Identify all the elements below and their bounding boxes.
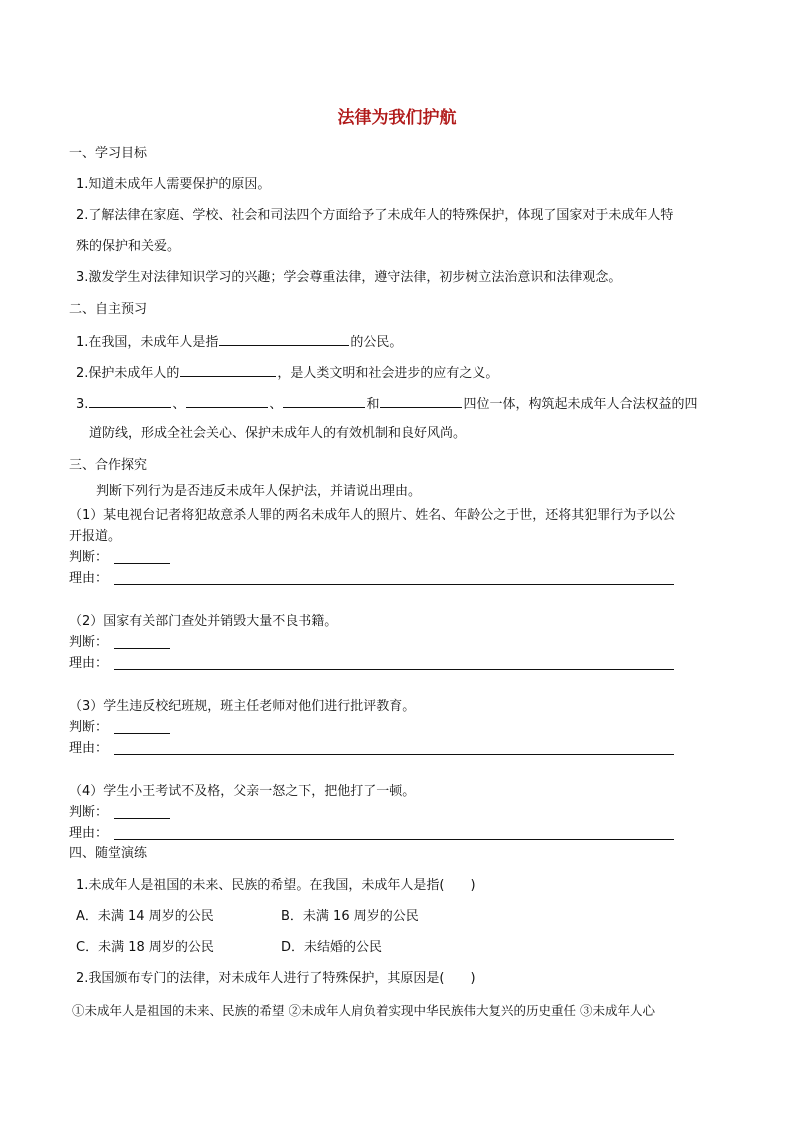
case-4-judge-blank[interactable]	[114, 818, 170, 819]
case-3-reason-blank[interactable]	[114, 754, 674, 755]
preview-q3-sep-2: 、	[269, 397, 283, 412]
practice-q2: 2.我国颁布专门的法律，对未成年人进行了特殊保护，其原因是( )	[76, 971, 476, 986]
case-1-judge-label: 判断：	[69, 550, 109, 565]
practice-q1-option-a[interactable]: A．未满 14 周岁的公民	[76, 909, 214, 924]
case-4-reason-label: 理由：	[69, 826, 109, 841]
preview-q3-text-a: 3.	[76, 397, 89, 412]
case-4-judge-label: 判断：	[69, 805, 109, 820]
case-2-reason-blank[interactable]	[114, 669, 674, 670]
preview-q2	[76, 363, 498, 383]
practice-q1: 1.未成年人是祖国的未来、民族的希望。在我国，未成年人是指( )	[76, 878, 476, 893]
case-3-reason-label: 理由：	[69, 741, 109, 756]
case-3-text: （3）学生违反校纪班规，班主任老师对他们进行批评教育。	[69, 699, 416, 714]
case-3-judge-label: 判断：	[69, 720, 109, 735]
case-2-judge-blank[interactable]	[114, 648, 170, 649]
preview-q1	[76, 332, 402, 352]
preview-q3-blank-2[interactable]	[186, 394, 268, 408]
preview-q3-and: 和	[366, 397, 380, 412]
preview-q3-blank-4[interactable]	[380, 394, 462, 408]
section-heading-preview: 二、自主预习	[69, 302, 148, 317]
preview-q3-text-b: 四位一体，构筑起未成年人合法权益的四	[463, 397, 698, 412]
preview-q2-blank[interactable]	[180, 363, 276, 377]
practice-q1-option-c[interactable]: C．未满 18 周岁的公民	[76, 940, 214, 955]
preview-q2-text-b: ，是人类文明和社会进步的应有之义。	[277, 366, 499, 381]
section-heading-practice: 四、随堂演练	[69, 846, 148, 861]
goal-item-2-cont: 殊的保护和关爱。	[76, 239, 181, 254]
page-title: 法律为我们护航	[337, 108, 457, 128]
practice-q1-option-b[interactable]: B．未满 16 周岁的公民	[281, 909, 419, 924]
case-1-judge-blank[interactable]	[114, 563, 170, 564]
goal-item-2: 2.了解法律在家庭、学校、社会和司法四个方面给予了未成年人的特殊保护，体现了国家对于未成年人特	[76, 208, 674, 223]
case-2-text: （2）国家有关部门查处并销毁大量不良书籍。	[69, 614, 338, 629]
section-heading-goals: 一、学习目标	[69, 146, 148, 161]
practice-q1-option-d[interactable]: D．未结婚的公民	[281, 940, 383, 955]
case-2-reason-label: 理由：	[69, 656, 109, 671]
case-1-reason-label: 理由：	[69, 571, 109, 586]
preview-q3-cont: 道防线，形成全社会关心、保护未成年人的有效机制和良好风尚。	[89, 426, 467, 441]
goal-item-3: 3.激发学生对法律知识学习的兴趣；学会尊重法律，遵守法律，初步树立法治意识和法律观念。	[76, 270, 622, 285]
case-4-text: （4）学生小王考试不及格，父亲一怒之下，把他打了一顿。	[69, 784, 416, 799]
explore-intro: 判断下列行为是否违反未成年人保护法，并请说出理由。	[96, 484, 422, 499]
case-4-reason-blank[interactable]	[114, 839, 674, 840]
case-1-text: （1）某电视台记者将犯故意杀人罪的两名未成年人的照片、姓名、年龄公之于世，还将其犯罪行为予以公	[69, 508, 676, 523]
section-heading-explore: 三、合作探究	[69, 458, 148, 473]
preview-q1-blank[interactable]	[219, 332, 349, 346]
preview-q1-text-b: 的公民。	[350, 335, 403, 350]
practice-q2-statements: ①未成年人是祖国的未来、民族的希望 ②未成年人肩负着实现中华民族伟大复兴的历史重任 ③未成年人心	[72, 1003, 655, 1018]
preview-q3-blank-1[interactable]	[89, 394, 171, 408]
preview-q3	[76, 394, 697, 414]
case-1-text-cont: 开报道。	[69, 529, 122, 544]
preview-q1-text-a: 1.在我国，未成年人是指	[76, 335, 219, 350]
goal-item-1: 1.知道未成年人需要保护的原因。	[76, 177, 271, 192]
case-1-reason-blank[interactable]	[114, 584, 674, 585]
preview-q3-sep-1: 、	[172, 397, 186, 412]
case-3-judge-blank[interactable]	[114, 733, 170, 734]
preview-q2-text-a: 2.保护未成年人的	[76, 366, 180, 381]
preview-q3-blank-3[interactable]	[283, 394, 365, 408]
case-2-judge-label: 判断：	[69, 635, 109, 650]
